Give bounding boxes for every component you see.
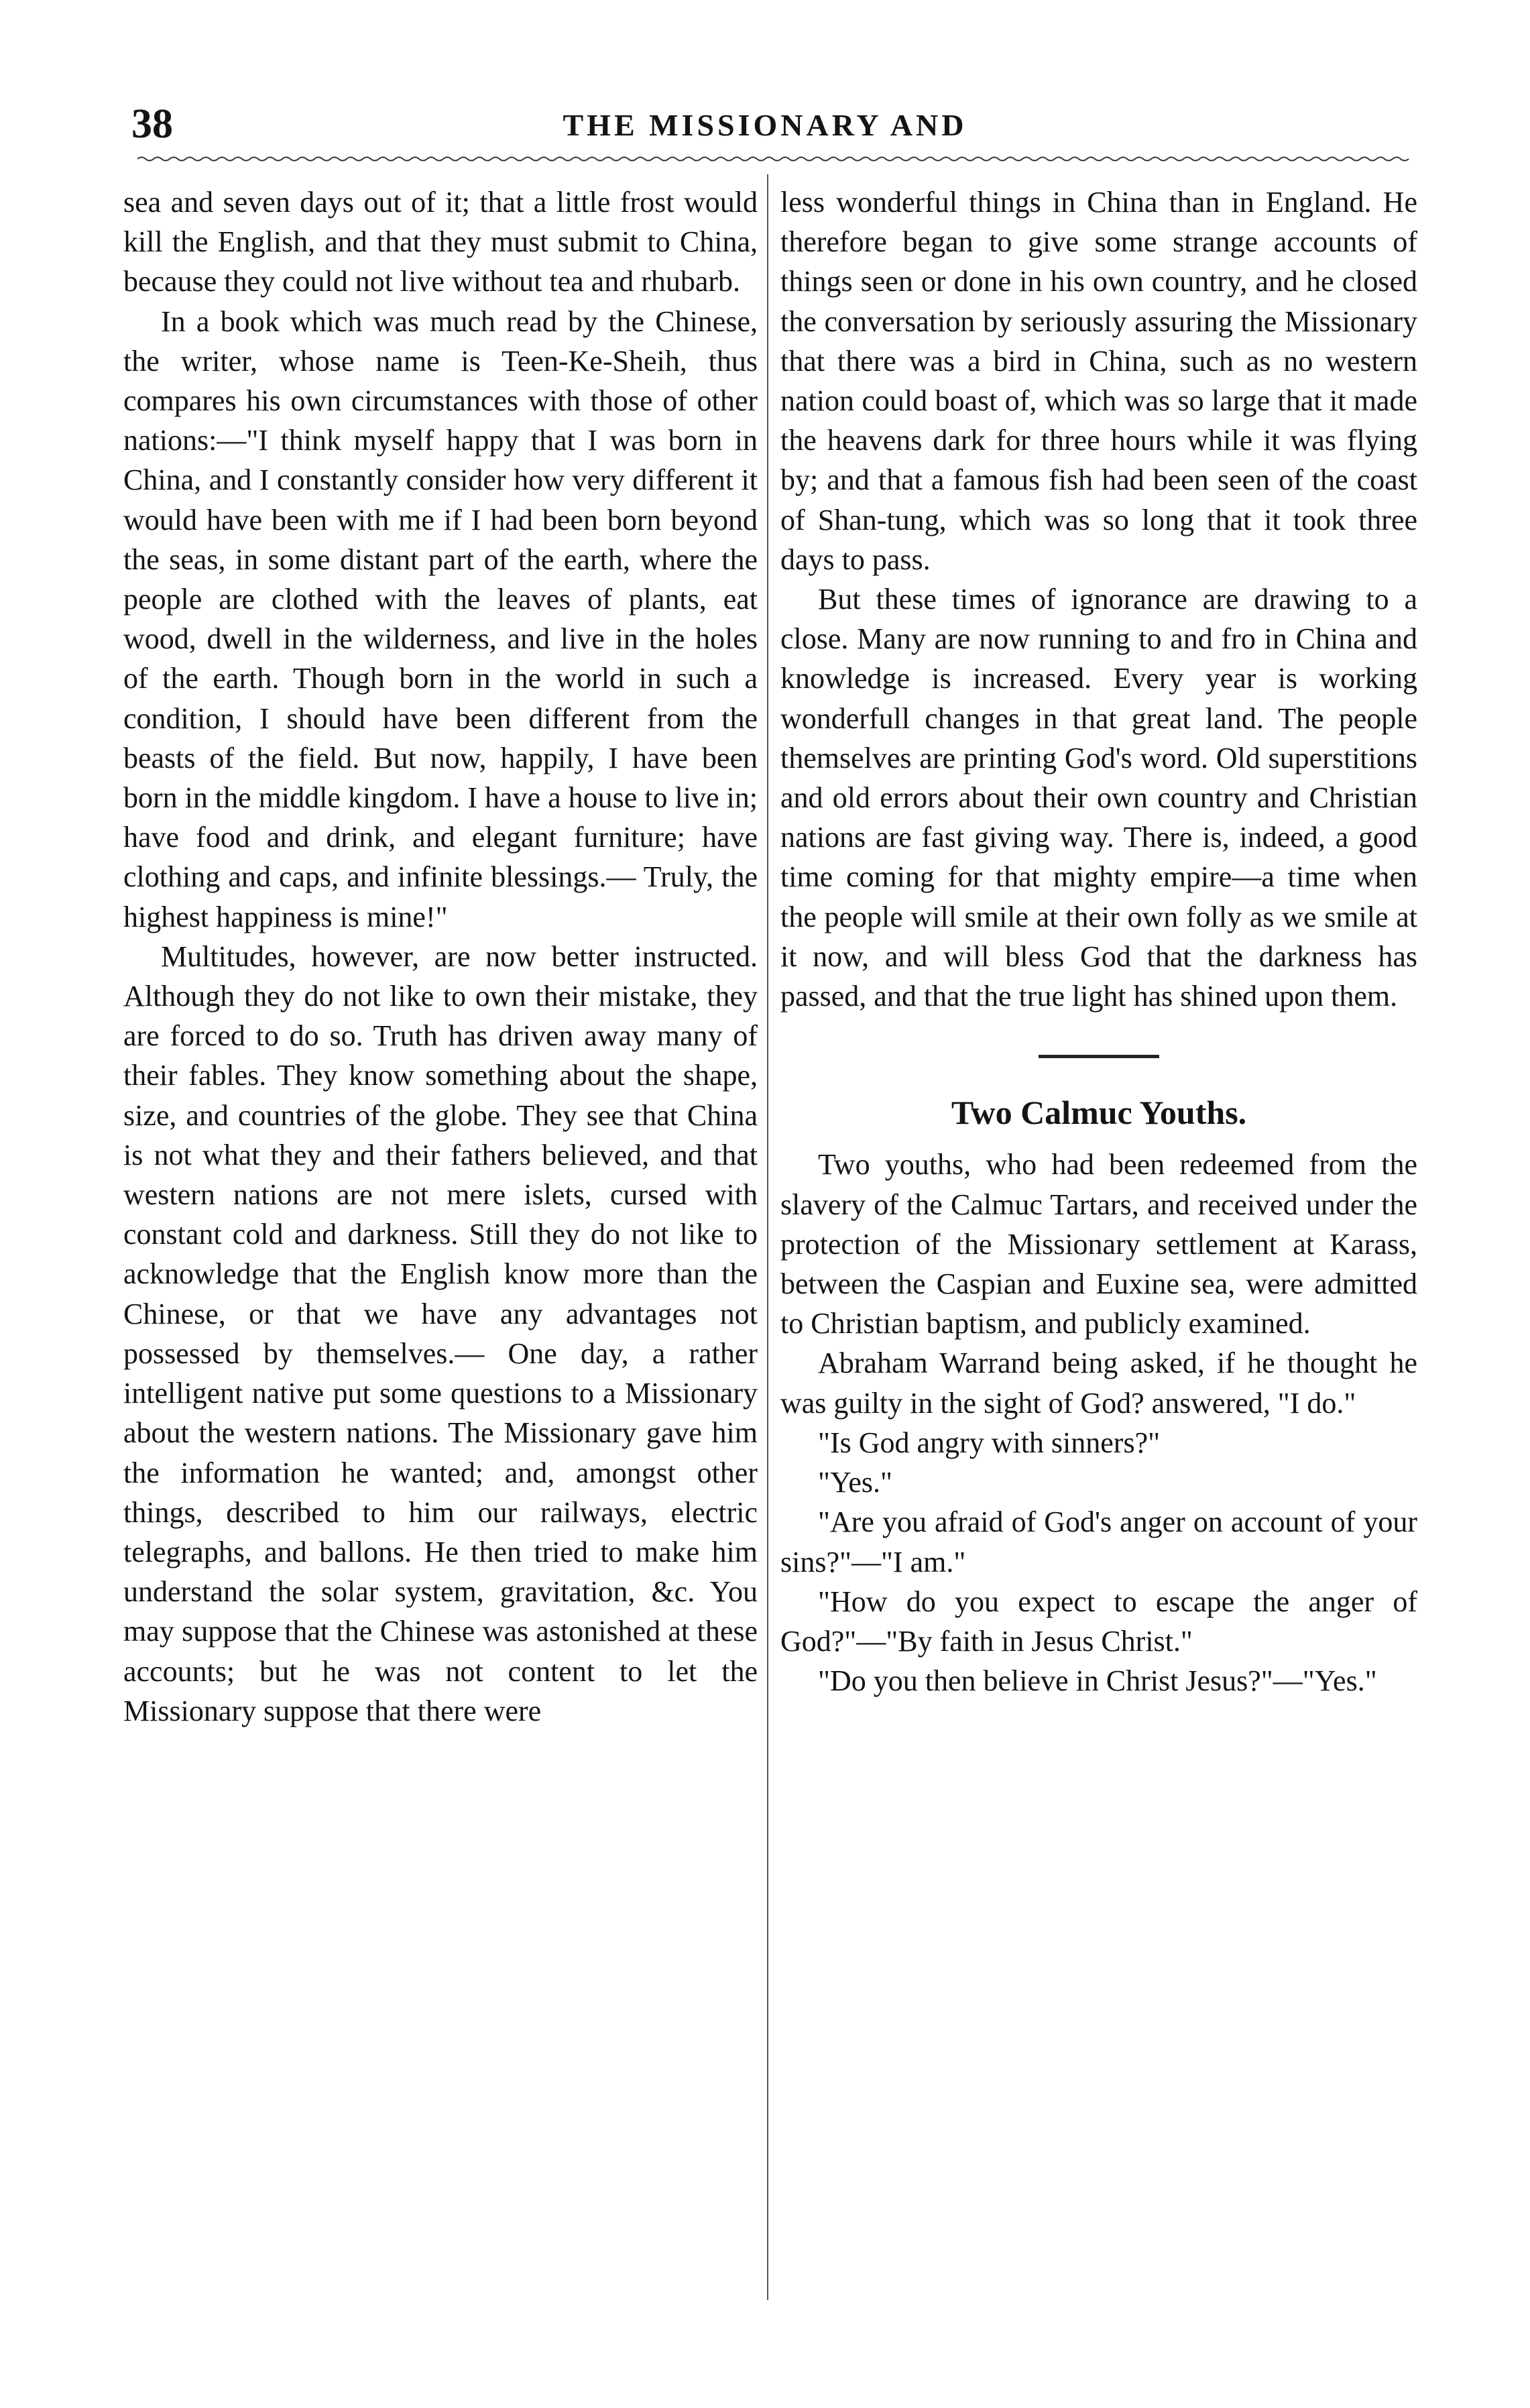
page-number: 38	[131, 101, 173, 147]
right-column	[780, 182, 1417, 1701]
paragraph: "Are you afraid of God's anger on account of your sins?"—"I am."	[780, 1505, 1417, 1579]
paragraph: sea and seven days out of it; that a little frost would kill the English, and that they must submit to China, because they could not live without tea and rhubarb.	[123, 186, 758, 298]
paragraph: Multitudes, however, are now better instructed. Although they do not like to own their mistake, they are forced to do so. Truth has driven away many of their fables. They know something about the shape, size, and countries of the globe. They see that China is not what they and their fathers believed, and that western nations are not mere islets, cursed with constant cold and darkness. Still they do not like to acknowledge that the English know more than the Chinese, or that we have any advantages not possessed by themselves.— One day, a rather intelligent native put some questions to a Missionary about the western nations. The Missionary gave him the information he wanted; and, amongst other things, described to him our railways, electric telegraphs, and ballons. He then tried to make him understand the solar system, gravitation, &c. You may suppose that the Chinese was astonished at these accounts; but he was not content to let the Missionary suppose that there were	[123, 939, 758, 1727]
paragraph: But these times of ignorance are drawing to a close. Many are now running to and fro in China and knowledge is increased. Every year is working wonderfull changes in that great land. The people themselves are printing God's word. Old superstitions and old errors about their own country and Christian nations are fast giving way. There is, indeed, a good time coming for that mighty empire—a time when the people will smile at their own folly as we smile at it now, and will bless God that the darkness has passed, and that the true light has shined upon them.	[780, 583, 1417, 1013]
left-column	[123, 182, 758, 1731]
section-divider-rule	[1039, 1055, 1159, 1058]
section-title: Two Calmuc Youths.	[951, 1094, 1247, 1132]
running-head: THE MISSIONARY AND	[563, 108, 967, 142]
column-divider	[767, 174, 768, 2300]
paragraph: less wonderful things in China than in England. He therefore began to give some strange accounts of things seen or done in his own country, and he closed the conversation by seriously assuring the Missionary that there was a bird in China, such as no western nation could boast of, which was so large that it made the heavens dark for three hours while it was flying by; and that a famous fish had been seen of the coast of Shan-tung, which was so long that it took three days to pass.	[780, 186, 1417, 576]
paragraph: Two youths, who had been redeemed from the slavery of the Calmuc Tartars, and received under the protection of the Missionary settlement at Karass, between the Caspian and Euxine sea, were admitted to Christian baptism, and publicly examined.	[780, 1148, 1417, 1340]
paragraph: Abraham Warrand being asked, if he thought he was guilty in the sight of God? answered, "I do."	[780, 1346, 1417, 1420]
wavy-header-rule	[137, 156, 1411, 162]
paragraph: "Is God angry with sinners?"	[818, 1426, 1161, 1459]
paragraph: "Do you then believe in Christ Jesus?"—"Yes."	[818, 1664, 1377, 1698]
paragraph: "How do you expect to escape the anger of God?"—"By faith in Jesus Christ."	[780, 1585, 1417, 1658]
paragraph: "Yes."	[818, 1466, 892, 1499]
paragraph: In a book which was much read by the Chinese, the writer, whose name is Teen-Ke-Sheih, thus compares his own circumstances with those of other nations:—"I think myself happy that I was born in China, and I constantly consider how very different it would have been with me if I had been born beyond the seas, in some distant part of the earth, where the people are clothed with the leaves of plants, eat wood, dwell in the wilderness, and live in the holes of the earth. Though born in the world in such a condition, I should have been different from the beasts of the field. But now, happily, I have been born in the middle kingdom. I have a house to live in; have food and drink, and elegant furniture; have clothing and caps, and infinite blessings.— Truly, the highest happiness is mine!"	[123, 304, 758, 933]
